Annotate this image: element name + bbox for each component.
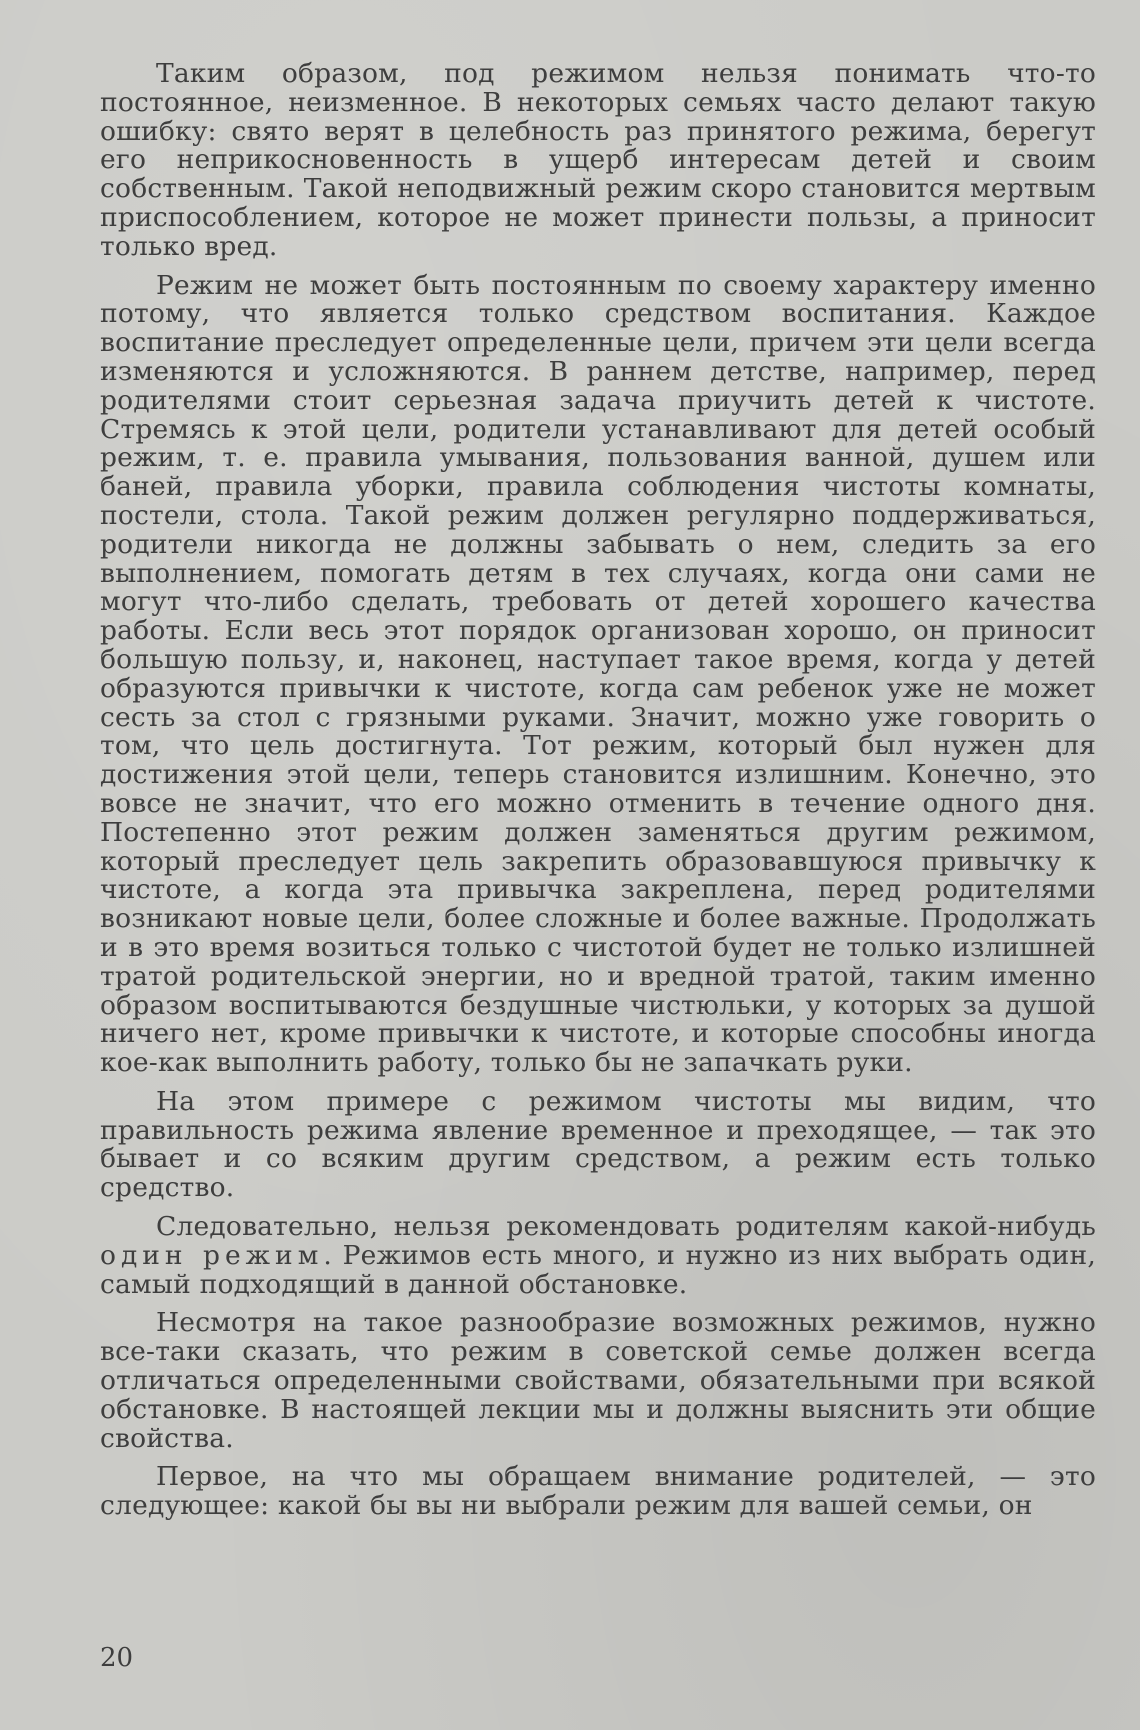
paragraph-3: На этом примере с режимом чистоты мы видим, что правильность режима явление временное и преходящее, — так это бывает и со всяким другим средством, а режим есть только средство. [100,1085,1096,1204]
paragraph-4-end: . Режимов есть много, и нужно из них выбрать один, самый подходящий в данной обстановке. [100,1239,1096,1300]
emphasized-phrase: один режим [100,1239,324,1271]
paragraph-6: Первое, на что мы обращаем внимание родителей, — это следующее: какой бы вы ни выбрали режим для вашей семьи, он [100,1461,1096,1522]
paragraph-4-start: Следовательно, нельзя рекомендовать родителям какой-нибудь [156,1211,1096,1243]
paragraph-2: Режим не может быть постоянным по своему характеру именно потому, что является только средством воспитания. Каждое воспитание преследует определенные цели, причем эти цели всегда изменяются и усложняются. В раннем детстве, например, перед родителями стоит серьезная задача приучить детей к чистоте. Стремясь к этой цели, родители устанавливают для детей особый режим, т. е. правила умывания, пользования ванной, душем или баней, правила уборки, правила соблюдения чистоты комнаты, постели, стола. Такой режим должен регулярно поддерживаться, родители никогда не должны забывать о нем, следить за его выполнением, помогать детям в тех случаях, когда они сами не могут что-либо сделать, требовать от детей хорошего качества работы. Если весь этот порядок организован хорошо, он приносит большую пользу, и, наконец, наступает такое время, когда у детей образуются привычки к чистоте, когда сам ребенок уже не может сесть за стол с грязными руками. Значит, можно уже говорить о том, что цель достигнута. Тот режим, который был нужен для достижения этой цели, теперь становится излишним. Конечно, это вовсе не значит, что его можно отменить в течение одного дня. Постепенно этот режим должен заменяться другим режимом, который преследует цель закрепить образовавшуюся привычку к чистоте, а когда эта привычка закреплена, перед родителями возникают новые цели, более сложные и более важные. Продолжать и в это время возиться только с чистотой будет не только излишней тратой родительской энергии, но и вредной тратой, таким именно образом воспитываются бездушные чистюльки, у которых за душой ничего нет, кроме привычки к чистоте, и которые способны иногда кое-как выполнить работу, только бы не запачкать руки. [100,269,1096,1079]
body-text [100,60,1096,1531]
page-number: 20 [100,1643,134,1673]
paragraph-1: Таким образом, под режимом нельзя понимать что-то постоянное, неизменное. В некоторых семьях часто делают такую ошибку: свято верят в целебность раз принятого режима, берегут его неприкосновенность в ущерб интересам детей и своим собственным. Такой неподвижный режим скоро становится мертвым приспособлением, которое не может принести пользы, а приносит только вред. [100,58,1096,262]
paragraph-4 [100,1213,1096,1299]
paragraph-5: Несмотря на такое разнообразие возможных режимов, нужно все-таки сказать, что режим в советской семье должен всегда отличаться определенными свойствами, обязательными при всякой обстановке. В настоящей лекции мы и должны выяснить эти общие свойства. [100,1307,1096,1454]
